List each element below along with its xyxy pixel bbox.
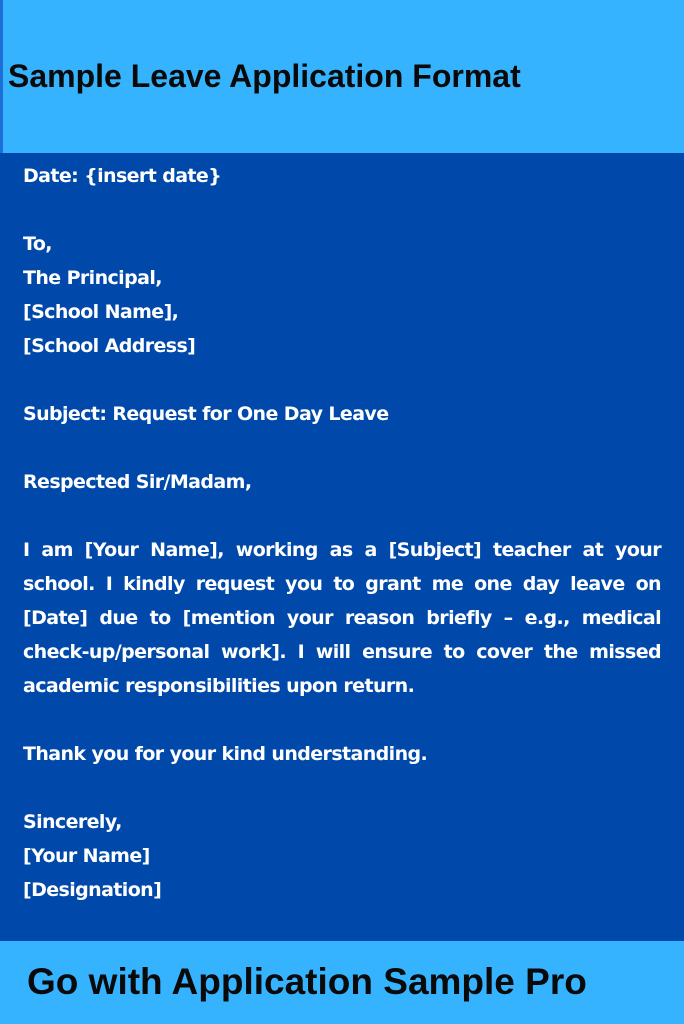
spacer [23,363,661,397]
spacer [23,703,661,737]
closing-sincerely: Sincerely, [23,811,122,833]
address-line-to: To, [23,233,52,255]
page-title: Sample Leave Application Format [8,58,521,94]
address-line-school-address: [School Address] [23,335,196,357]
spacer [23,771,661,805]
spacer [23,431,661,465]
letter-body [23,159,661,907]
thanks-line: Thank you for your kind understanding. [23,743,428,765]
salutation: Respected Sir/Madam, [23,471,252,493]
subject-line: Subject: Request for One Day Leave [23,403,389,425]
date-line: Date: {insert date} [23,165,222,187]
closing-designation: [Designation] [23,879,162,901]
address-line-principal: The Principal, [23,267,162,289]
address-line-school-name: [School Name], [23,301,179,323]
footer-banner [0,941,684,1024]
spacer [23,499,661,533]
body-paragraph: I am [Your Name], working as a [Subject] teacher at your school. I kindly request you to grant me one day leave on [Date] due to [mention your reason briefly – e.g., medical check-up/personal work]. I will ensure to cover the missed academic responsibilities upon return. [23,539,661,697]
spacer [23,193,661,227]
closing-name: [Your Name] [23,845,150,867]
header-banner [0,0,684,153]
footer-tagline: Go with Application Sample Pro [27,961,587,1002]
